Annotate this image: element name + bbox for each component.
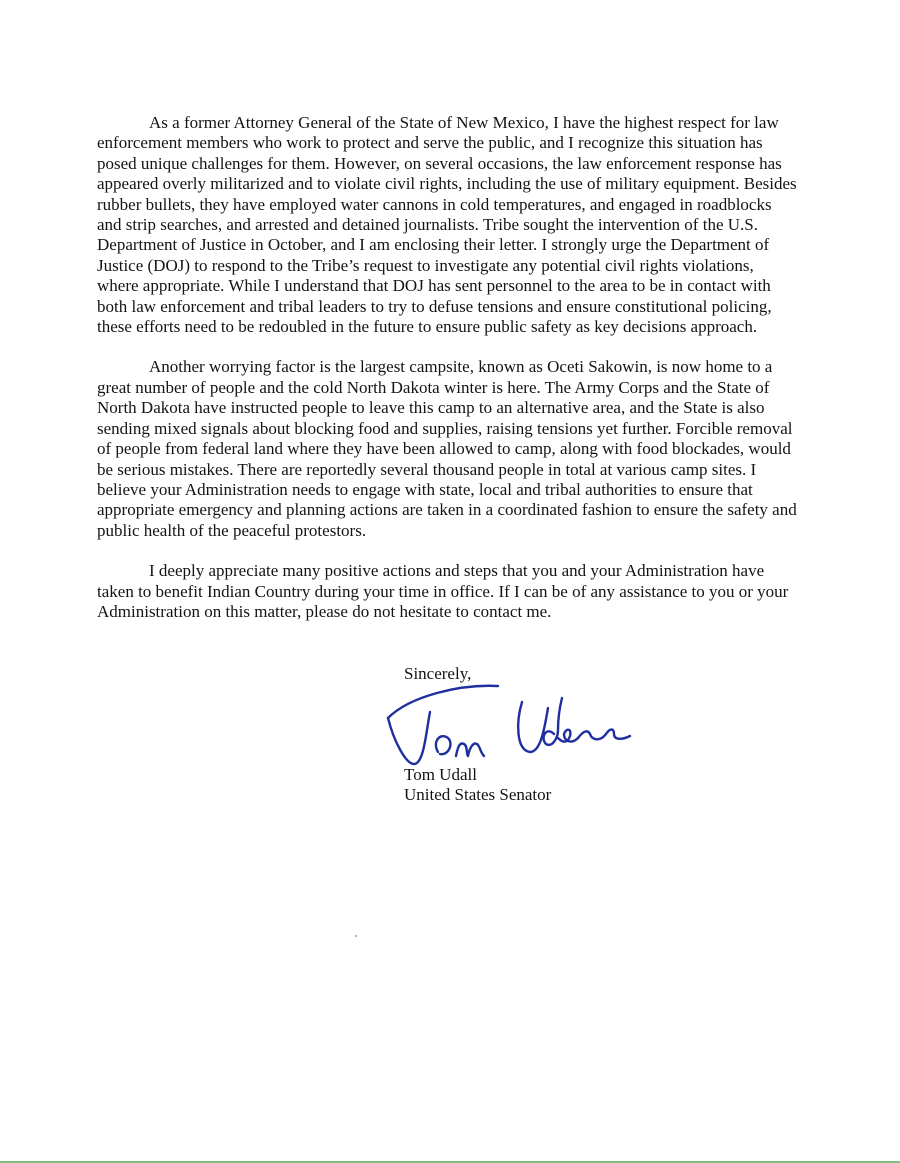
signer-name: Tom Udall: [404, 765, 477, 784]
closing-salutation: Sincerely,: [404, 664, 472, 683]
handwritten-signature: [380, 672, 660, 777]
paragraph-campsite: Another worrying factor is the largest campsite, known as Oceti Sakowin, is now home to a great number of people and the cold North Dakota winter is here. The Army Corps and the State of North Dakota have instructed people to leave this camp to an alternative area, and the State is also sending mixed signals about blocking food and supplies, raising tensions yet further. Forcible removal of people from federal land where they have been allowed to camp, along with food blockades, would be serious mistakes. There are reportedly several thousand people in total at various camp sites. I believe your Administration needs to engage with state, local and tribal authorities to ensure that appropriate emergency and planning actions are taken in a coordinated fashion to ensure the safety and public health of the peaceful protestors.: [97, 357, 797, 540]
letter-body: [97, 113, 797, 642]
scan-speck: [355, 935, 357, 937]
paragraph-law-enforcement: As a former Attorney General of the State of New Mexico, I have the highest respect for law enforcement members who work to protect and serve the public, and I recognize this situation has posed unique challenges for them. However, on several occasions, the law enforcement response has appeared overly militarized and to violate civil rights, including the use of military equipment. Besides rubber bullets, they have employed water cannons in cold temperatures, and engaged in roadblocks and strip searches, and arrested and detained journalists. Tribe sought the intervention of the U.S. Department of Justice in October, and I am enclosing their letter. I strongly urge the Department of Justice (DOJ) to respond to the Tribe’s request to investigate any potential civil rights violations, where appropriate. While I understand that DOJ has sent personnel to the area to be in contact with both law enforcement and tribal leaders to try to defuse tensions and ensure constitutional policing, these efforts need to be redoubled in the future to ensure public safety as key decisions approach.: [97, 113, 797, 337]
paragraph-appreciation: I deeply appreciate many positive actions and steps that you and your Administration have taken to benefit Indian Country during your time in office. If I can be of any assistance to you or your Administration on this matter, please do not hesitate to contact me.: [97, 561, 789, 621]
signer-title: United States Senator: [404, 785, 552, 804]
